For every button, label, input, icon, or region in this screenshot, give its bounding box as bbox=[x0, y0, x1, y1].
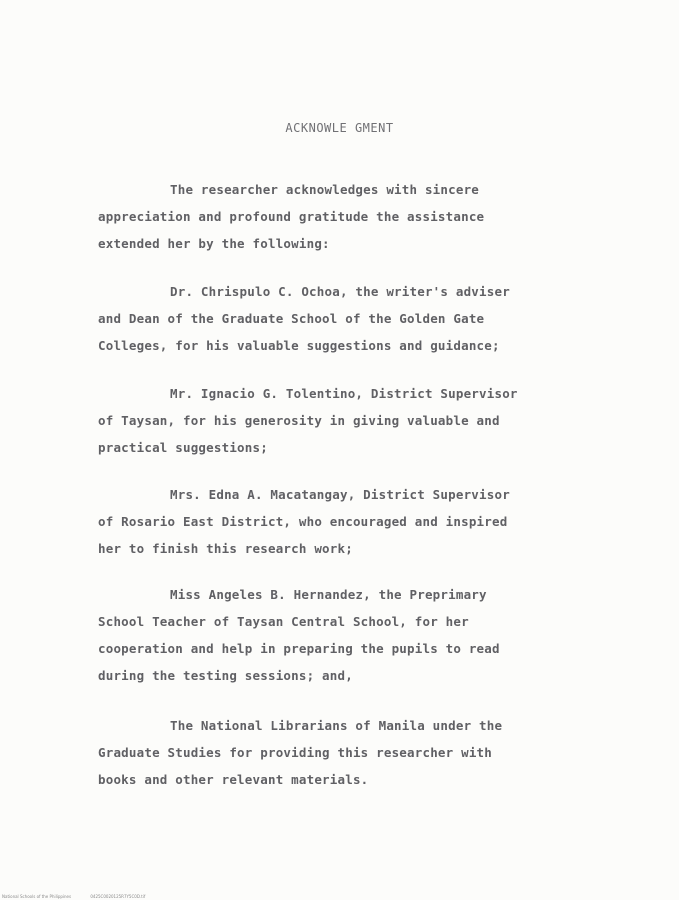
text-line: of Taysan, for his generosity in giving valuable and bbox=[98, 413, 500, 428]
text-line: The researcher acknowledges with sincere bbox=[170, 182, 480, 197]
scan-footer bbox=[2, 894, 163, 899]
footer-source: National Schools of the Philippines bbox=[2, 894, 72, 899]
text-line: extended her by the following: bbox=[98, 236, 330, 251]
text-line: her to finish this research work; bbox=[98, 541, 353, 556]
paragraph-librarians bbox=[98, 712, 578, 793]
text-line: School Teacher of Taysan Central School, for her bbox=[98, 614, 469, 629]
paragraph-macatangay bbox=[98, 481, 578, 562]
text-line: Miss Angeles B. Hernandez, the Preprimary bbox=[170, 587, 487, 602]
paragraph-ochoa bbox=[98, 278, 578, 359]
text-line: Colleges, for his valuable suggestions and guidance; bbox=[98, 338, 500, 353]
footer-id: 0425C0020125R7Y5C0D.tif bbox=[90, 894, 146, 899]
text-line: The National Librarians of Manila under the bbox=[170, 718, 503, 733]
text-line: Mrs. Edna A. Macatangay, District Supervisor bbox=[170, 487, 510, 502]
page-title: ACKNOWLE GMENT bbox=[285, 121, 394, 135]
paragraph-tolentino bbox=[98, 380, 578, 461]
text-line: Dr. Chrispulo C. Ochoa, the writer's adviser bbox=[170, 284, 510, 299]
text-line: during the testing sessions; and, bbox=[98, 668, 353, 683]
text-line: practical suggestions; bbox=[98, 440, 268, 455]
paragraph-hernandez bbox=[98, 581, 578, 689]
text-line: Graduate Studies for providing this researcher with bbox=[98, 745, 493, 760]
text-line: and Dean of the Graduate School of the Golden Gate bbox=[98, 311, 485, 326]
text-line: Mr. Ignacio G. Tolentino, District Supervisor bbox=[170, 386, 518, 401]
paragraph-intro bbox=[98, 176, 578, 257]
text-line: cooperation and help in preparing the pupils to read bbox=[98, 641, 500, 656]
text-line: of Rosario East District, who encouraged and inspired bbox=[98, 514, 508, 529]
text-line: appreciation and profound gratitude the assistance bbox=[98, 209, 485, 224]
text-line: books and other relevant materials. bbox=[98, 772, 369, 787]
